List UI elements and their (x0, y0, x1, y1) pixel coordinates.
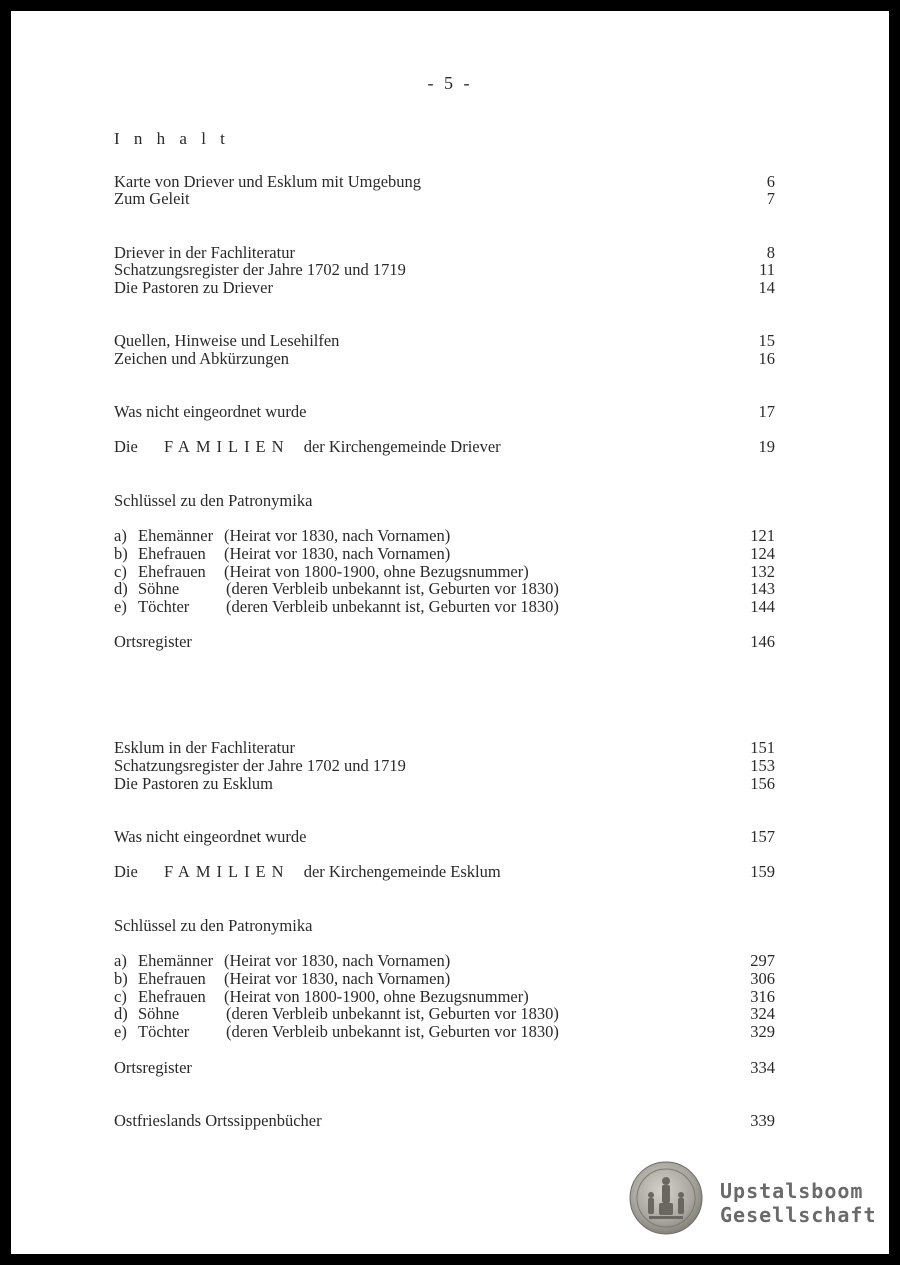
toc-entry-geleit: Zum Geleit 7 (114, 189, 775, 208)
page-ref: 14 (758, 278, 775, 297)
toc-entry-esklum-nicht: Was nicht eingeordnet wurde 157 (114, 827, 775, 846)
toc-entry-esklum-schatzung: Schatzungsregister der Jahre 1702 und 1719 153 (114, 756, 775, 775)
page-ref: 132 (750, 562, 775, 581)
toc-entry-esklum-ortsregister: Ortsregister 334 (114, 1058, 775, 1077)
page-ref: 143 (750, 579, 775, 598)
toc-entry-driever-schatzung: Schatzungsregister der Jahre 1702 und 1719 11 (114, 260, 775, 279)
page-ref: 316 (750, 987, 775, 1006)
page-ref: 7 (766, 189, 775, 208)
page-ref: 153 (750, 756, 775, 775)
page-ref: 121 (750, 526, 775, 545)
page-number: - 5 - (427, 73, 473, 93)
toc-entry-zeichen: Zeichen und Abkürzungen 16 (114, 349, 775, 368)
toc-entry-quellen: Quellen, Hinweise und Lesehilfen 15 (114, 331, 775, 350)
toc-key-entry: c) Ehefrauen (Heirat von 1800-1900, ohne Bezugsnummer) 316 (114, 987, 775, 1006)
toc-heading: I n h a l t (114, 129, 230, 148)
toc-entry-esklum-pastoren: Die Pastoren zu Esklum 156 (114, 774, 775, 793)
toc-key-entry: d) Söhne (deren Verbleib unbekannt ist, Geburten vor 1830) 143 (114, 579, 775, 598)
page-ref: 329 (750, 1022, 775, 1041)
toc-entry-driever-fachliteratur: Driever in der Fachliteratur 8 (114, 243, 775, 262)
page-ref: 157 (750, 827, 775, 846)
page-ref: 144 (750, 597, 775, 616)
toc-entry-driever-familien: Die FAMILIEN der Kirchengemeinde Driever 19 (114, 437, 775, 456)
page-ref: 17 (758, 402, 775, 421)
toc-entry-karte: Karte von Driever und Esklum mit Umgebung 6 (114, 172, 775, 191)
toc-subheading-driever-schluessel: Schlüssel zu den Patronymika (114, 491, 313, 510)
toc-key-entry: a) Ehemänner (Heirat vor 1830, nach Vornamen) 121 (114, 526, 775, 545)
page-ref: 339 (750, 1111, 775, 1130)
page-ref: 334 (750, 1058, 775, 1077)
toc-key-entry: c) Ehefrauen (Heirat von 1800-1900, ohne Bezugsnummer) 132 (114, 562, 775, 581)
toc-entry-ortssippenbuecher: Ostfrieslands Ortssippenbücher 339 (114, 1111, 775, 1130)
toc-key-entry: d) Söhne (deren Verbleib unbekannt ist, Geburten vor 1830) 324 (114, 1004, 775, 1023)
page-ref: 124 (750, 544, 775, 563)
page-ref: 306 (750, 969, 775, 988)
toc-key-entry: e) Töchter (deren Verbleib unbekannt ist, Geburten vor 1830) 329 (114, 1022, 775, 1041)
page-ref: 146 (750, 632, 775, 651)
page-ref: 297 (750, 951, 775, 970)
page-ref: 19 (758, 437, 775, 456)
publisher-name: Upstalsboom Gesellschaft (720, 1179, 877, 1227)
document-page (11, 11, 889, 1254)
page-ref: 159 (750, 862, 775, 881)
toc-key-entry: a) Ehemänner (Heirat vor 1830, nach Vornamen) 297 (114, 951, 775, 970)
page-ref: 15 (758, 331, 775, 350)
toc-key-entry: b) Ehefrauen (Heirat vor 1830, nach Vornamen) 306 (114, 969, 775, 988)
page-ref: 324 (750, 1004, 775, 1023)
page-ref: 151 (750, 738, 775, 757)
toc-entry-driever-ortsregister: Ortsregister 146 (114, 632, 775, 651)
page-ref: 6 (766, 172, 775, 191)
page-ref: 156 (750, 774, 775, 793)
page-ref: 16 (758, 349, 775, 368)
toc-key-entry: e) Töchter (deren Verbleib unbekannt ist, Geburten vor 1830) 144 (114, 597, 775, 616)
toc-key-entry: b) Ehefrauen (Heirat vor 1830, nach Vornamen) 124 (114, 544, 775, 563)
toc-subheading-esklum-schluessel: Schlüssel zu den Patronymika (114, 916, 313, 935)
toc-entry-driever-nicht: Was nicht eingeordnet wurde 17 (114, 402, 775, 421)
toc-entry-esklum-familien: Die FAMILIEN der Kirchengemeinde Esklum 159 (114, 862, 775, 881)
page-ref: 8 (766, 243, 775, 262)
seal-logo-icon (629, 1161, 703, 1235)
toc-entry-driever-pastoren: Die Pastoren zu Driever 14 (114, 278, 775, 297)
page-ref: 11 (759, 260, 775, 279)
toc-entry-esklum-fachliteratur: Esklum in der Fachliteratur 151 (114, 738, 775, 757)
